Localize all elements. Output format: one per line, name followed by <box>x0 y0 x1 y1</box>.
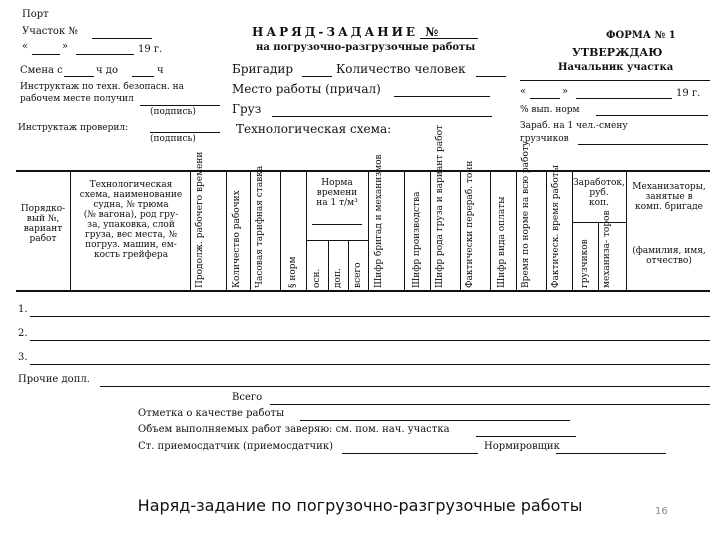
section-label: Участок № <box>22 26 78 37</box>
form-title: НАРЯД-ЗАДАНИЕ № <box>252 25 442 39</box>
header-earned: Заработок, руб. коп. <box>573 178 625 208</box>
quality-line <box>300 420 570 421</box>
cargo-line <box>272 116 492 117</box>
table-top-line <box>16 170 710 172</box>
other-payments-line <box>100 386 710 387</box>
chief-line <box>520 80 710 81</box>
col-line-5 <box>280 170 281 290</box>
col-line-12 <box>460 170 461 290</box>
scheme-label: Технологическая схема: <box>236 122 392 136</box>
port-label: Порт <box>22 9 49 20</box>
row-3-number: 3. <box>18 352 28 363</box>
col-line-1 <box>70 170 71 290</box>
shift-h1-label: ч до <box>96 65 118 76</box>
norm-title-line <box>312 224 362 225</box>
col-line-11 <box>430 170 431 290</box>
signature1-line <box>140 105 220 106</box>
instruction-line2: рабочем месте получил <box>20 94 134 104</box>
header-duration: Продолж. рабочего времени <box>195 151 205 288</box>
normer-label: Нормировщик <box>484 441 560 452</box>
header-loaders: грузчиков <box>580 239 590 288</box>
header-norm-extra: доп. <box>333 268 343 288</box>
right-date-quote-close: » <box>562 86 569 97</box>
total-line <box>270 404 710 405</box>
receiver-label: Ст. приемосдатчик (приемосдатчик) <box>138 441 333 452</box>
col-line-9 <box>368 170 369 290</box>
date-quote-close: » <box>62 41 69 52</box>
date-month-line <box>76 54 134 55</box>
signature2-line <box>150 132 220 133</box>
total-label: Всего <box>232 392 263 403</box>
people-line <box>476 76 506 77</box>
header-norm-code: § норм <box>288 256 298 288</box>
shift-h2-label: ч <box>157 65 164 76</box>
col-line-8 <box>348 240 349 290</box>
header-brigade-code: Шифр бригад и механизмов <box>374 154 384 288</box>
percent-label: % вып. норм <box>520 105 580 115</box>
col-line-13 <box>490 170 491 290</box>
workplace-label: Место работы (причал) <box>232 82 381 96</box>
col-line-7 <box>328 240 329 290</box>
row-3-line <box>30 364 710 365</box>
normer-line <box>556 453 666 454</box>
right-date-month-line <box>576 98 672 99</box>
col-line-14 <box>516 170 517 290</box>
header-workers: Количество рабочих <box>232 190 242 288</box>
page-number: 16 <box>655 506 668 517</box>
col-line-15 <box>546 170 547 290</box>
form-subtitle: на погрузочно-разгрузочные работы <box>256 42 476 53</box>
form-number-line <box>420 38 478 39</box>
earnings-line <box>578 144 708 145</box>
right-date-day-line <box>530 98 560 99</box>
volume-line <box>476 436 576 437</box>
header-norm-title: Норма времени на 1 т/м³ <box>316 178 358 208</box>
people-label: Количество человек <box>336 62 466 76</box>
chief-label: Начальник участка <box>558 62 674 73</box>
checked-label: Инструктаж проверил: <box>18 123 129 133</box>
header-mechanics: механиза- торов <box>602 210 612 288</box>
col-line-4 <box>250 170 251 290</box>
header-cargo-code: Шифр рода груза и вариант работ <box>435 125 445 288</box>
percent-line <box>596 115 708 116</box>
header-norm-total: всего <box>353 262 363 288</box>
signature1-label: (подпись) <box>150 107 196 117</box>
norm-sub-line <box>306 240 368 241</box>
other-payments-label: Прочие допл. <box>18 374 90 385</box>
header-actual: Фактически перераб. тонн <box>465 160 475 288</box>
col-line-2 <box>190 170 191 290</box>
row-1-line <box>30 316 710 317</box>
table-header-bottom-line <box>16 290 710 292</box>
col-line-17 <box>598 222 599 290</box>
col-line-10 <box>404 170 405 290</box>
volume-label: Объем выполняемых работ заверяю: см. пом. нач. участка <box>138 424 450 435</box>
signature2-label: (подпись) <box>150 134 196 144</box>
cargo-label: Груз <box>232 102 262 116</box>
date-quote: « <box>22 41 29 52</box>
header-norm-time: Время по норме на всю работу <box>521 140 531 288</box>
shift-to-line <box>132 76 154 77</box>
receiver-line <box>342 453 478 454</box>
foreman-line <box>302 76 332 77</box>
earned-sub-line <box>572 222 626 223</box>
foreman-label: Бригадир <box>232 62 294 76</box>
date-day-line <box>32 54 60 55</box>
section-line <box>92 38 152 39</box>
earnings-label1: Зараб. на 1 чел.-смену <box>520 121 628 131</box>
workplace-line <box>394 96 490 97</box>
header-mech-note: (фамилия, имя, отчество) <box>632 246 706 266</box>
date-year-right: 19 г. <box>676 88 701 99</box>
form-number: ФОРМА № 1 <box>606 30 676 41</box>
header-seq: Порядко- вый №, вариант работ <box>20 204 66 244</box>
row-1-number: 1. <box>18 304 28 315</box>
shift-from-line <box>64 76 94 77</box>
right-date-quote: « <box>520 86 527 97</box>
header-tech: Технологическая схема, наименование судна, № трюма (№ вагона), род гру- за, упаковка, слой груза, вес места, № погруз. машин, ем- кость грейфера <box>79 180 183 260</box>
header-rate: Часовая тарифная ставка <box>255 165 265 288</box>
header-norm-basic: осн. <box>312 268 322 288</box>
quality-label: Отметка о качестве работы <box>138 408 285 419</box>
date-year-left: 19 г. <box>138 44 163 55</box>
header-fact-time: Фактическ. время работы <box>551 165 561 288</box>
header-mechanizers: Механизаторы, занятые в комп. бригаде <box>632 182 706 212</box>
instruction-line1: Инструктаж по техн. безопасн. на <box>20 82 184 92</box>
header-pay-code: Шифр вида оплаты <box>497 196 507 288</box>
header-prod-code: Шифр производства <box>412 191 422 288</box>
slide-caption: Наряд-задание по погрузочно-разгрузочные работы <box>137 496 583 515</box>
col-line-3 <box>226 170 227 290</box>
row-2-line <box>30 340 710 341</box>
earnings-label2: грузчиков <box>520 134 569 144</box>
approve-label: УТВЕРЖДАЮ <box>572 46 663 59</box>
shift-from-label: Смена с <box>20 65 63 76</box>
row-2-number: 2. <box>18 328 28 339</box>
